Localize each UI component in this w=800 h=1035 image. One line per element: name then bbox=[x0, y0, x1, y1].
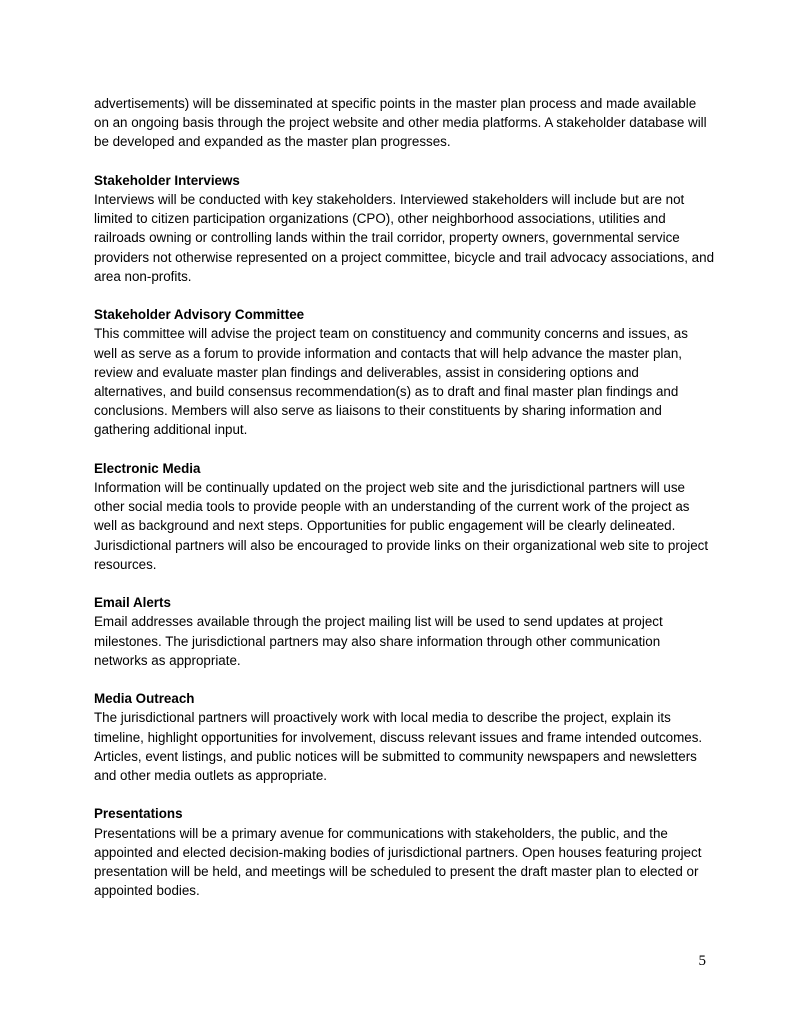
section-body: The jurisdictional partners will proactively work with local media to describe the project, explain its timeline, highlight opportunities for involvement, discuss relevant issues and frame intended outcomes. Articles, event listings, and public notices will be submitted to community newspapers and newsletters and other media outlets as appropriate. bbox=[94, 710, 703, 784]
section-electronic-media bbox=[94, 459, 714, 574]
page-number: 5 bbox=[698, 953, 706, 969]
section-heading: Email Alerts bbox=[94, 595, 171, 611]
section-stakeholder-advisory-committee bbox=[94, 305, 714, 439]
section-body: Interviews will be conducted with key stakeholders. Interviewed stakeholders will include but are not limited to citizen participation organizations (CPO), other neighborhood associations, utilities and railroads owning or controlling lands within the trail corridor, property owners, governmental service providers not otherwise represented on a project committee, bicycle and trail advocacy associations, and area non-profits. bbox=[94, 192, 715, 284]
section-media-outreach bbox=[94, 689, 714, 785]
section-heading: Stakeholder Advisory Committee bbox=[94, 307, 305, 323]
section-body: Email addresses available through the project mailing list will be used to send updates at project milestones. The jurisdictional partners may also share information through other communication networks as appropriate. bbox=[94, 614, 663, 668]
section-email-alerts bbox=[94, 593, 714, 670]
section-heading: Media Outreach bbox=[94, 691, 195, 707]
section-heading: Stakeholder Interviews bbox=[94, 172, 240, 188]
section-body: This committee will advise the project team on constituency and community concerns and issues, as well as serve as a forum to provide information and contacts that will help advance the master plan, review and evaluate master plan findings and deliverables, assist in considering options and alternatives, and build consensus recommendation(s) as to draft and final master plan findings and conclusions. Members will also serve as liaisons to their constituents by sharing information and gathering additional input. bbox=[94, 326, 688, 438]
intro-paragraph: advertisements) will be disseminated at specific points in the master plan process and made available on an ongoing basis through the project website and other media platforms. A stakeholder database will be developed and expanded as the master plan progresses. bbox=[94, 96, 707, 150]
document-body bbox=[94, 94, 714, 900]
section-body: Information will be continually updated on the project web site and the jurisdictional partners will use other social media tools to provide people with an understanding of the current work of the project as well as background and next steps. Opportunities for public engagement will be clearly delineated. Jurisdictional partners will also be encouraged to provide links on their organizational web site to project resources. bbox=[94, 480, 709, 572]
section-body: Presentations will be a primary avenue for communications with stakeholders, the public, and the appointed and elected decision-making bodies of jurisdictional partners. Open houses featuring project presentation will be held, and meetings will be scheduled to present the draft master plan to elected or appointed bodies. bbox=[94, 825, 702, 899]
section-stakeholder-interviews bbox=[94, 171, 714, 286]
section-presentations bbox=[94, 804, 714, 900]
section-heading: Electronic Media bbox=[94, 460, 201, 476]
section-heading: Presentations bbox=[94, 806, 183, 822]
